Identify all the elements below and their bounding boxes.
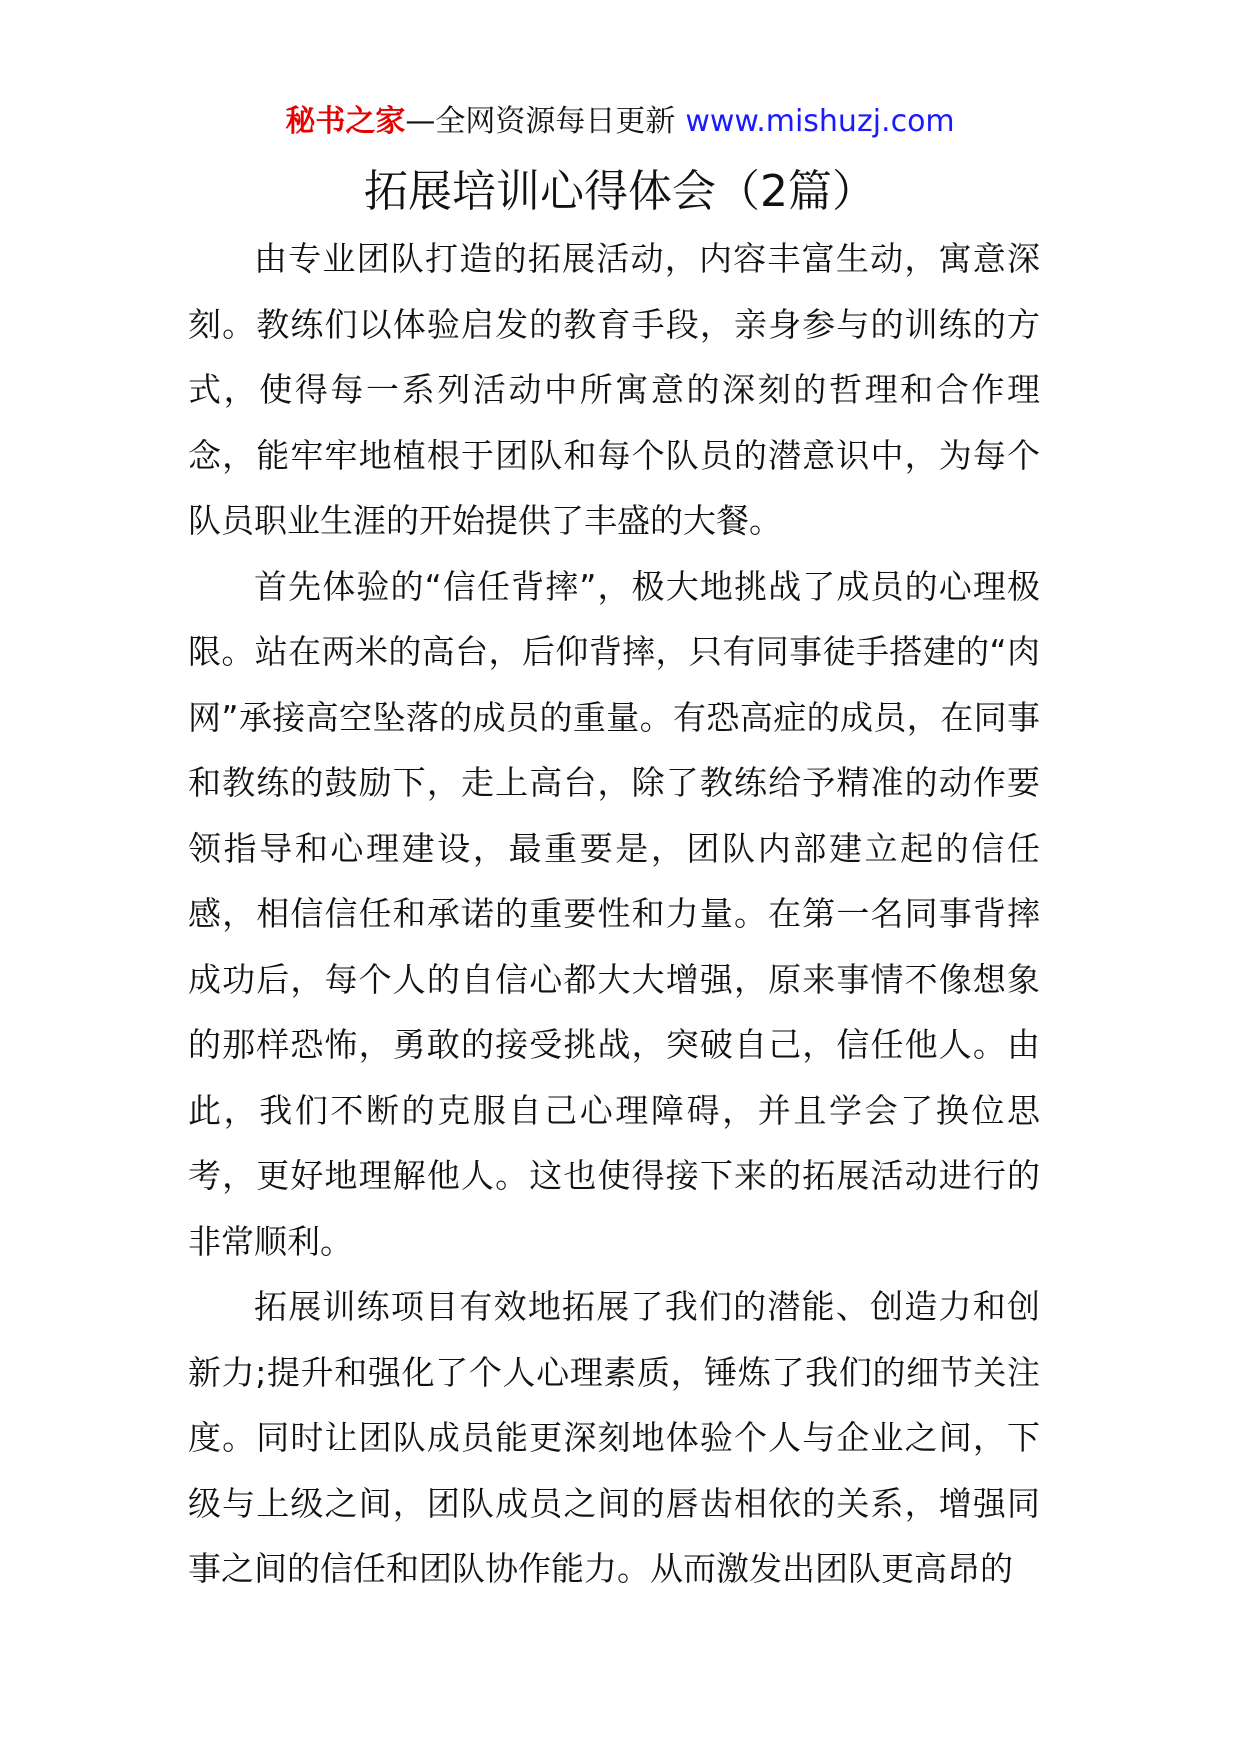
document-title: 拓展培训心得体会（2篇） [364,166,876,217]
document-body [188,226,1040,1602]
site-header [0,100,1240,144]
site-slogan: —全网资源每日更新 [405,104,676,139]
paragraph: 拓展训练项目有效地拓展了我们的潜能、创造力和创新力;提升和强化了个人心理素质，锤炼了我们的细节关注度。同时让团队成员能更深刻地体验个人与企业之间，下级与上级之间，团队成员之间的唇齿相依的关系，增强同事之间的信任和团队协作能力。从而激发出团队更高昂的 [188,1287,1040,1588]
brand-name: 秘书之家 [285,104,406,139]
paragraph: 由专业团队打造的拓展活动，内容丰富生动，寓意深刻。教练们以体验启发的教育手段，亲身参与的训练的方式，使得每一系列活动中所寓意的深刻的哲理和合作理念，能牢牢地植根于团队和每个队员的潜意识中，为每个队员职业生涯的开始提供了丰盛的大餐。 [188,239,1040,540]
site-url-link[interactable]: www.mishuzj.com [685,104,955,139]
paragraph: 首先体验的“信任背摔”，极大地挑战了成员的心理极限。站在两米的高台，后仰背摔，只有同事徒手搭建的“肉网”承接高空坠落的成员的重量。有恐高症的成员，在同事和教练的鼓励下，走上高台，除了教练给予精准的动作要领指导和心理建设，最重要是，团队内部建立起的信任感，相信信任和承诺的重要性和力量。在第一名同事背摔成功后，每个人的自信心都大大增强，原来事情不像想象的那样恐怖，勇敢的接受挑战，突破自己，信任他人。由此，我们不断的克服自己心理障碍，并且学会了换位思考，更好地理解他人。这也使得接下来的拓展活动进行的非常顺利。 [188,566,1040,1261]
